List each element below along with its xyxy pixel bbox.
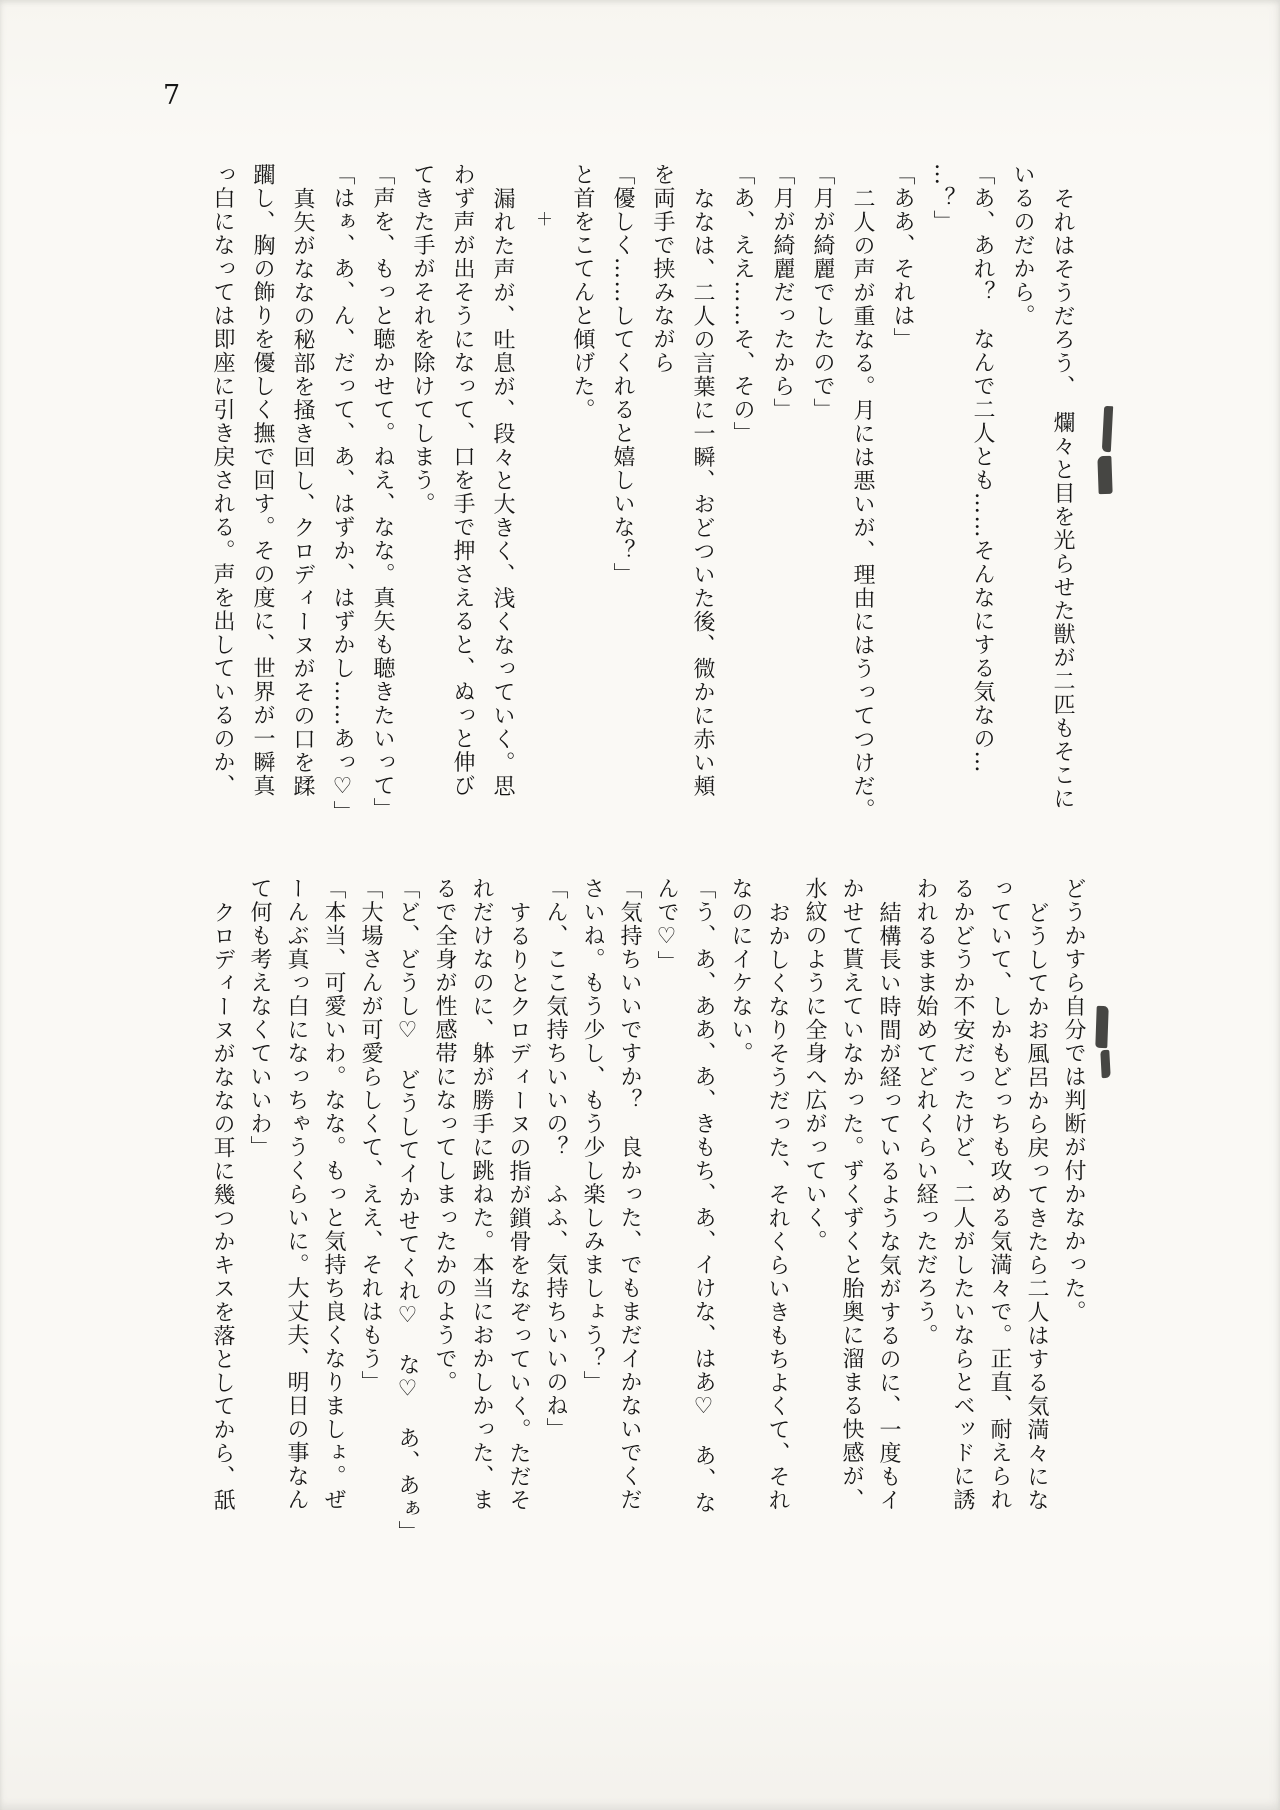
section-divider: ＋ xyxy=(532,210,552,229)
text-column: 「月が綺麗だったから」 xyxy=(770,163,795,422)
text-column: なのにイケない。 xyxy=(728,877,753,1065)
text-column: 「あ、あれ？ なんで二人とも……そんなにする気なの… xyxy=(970,163,995,774)
text-column: われるまま始めてどれくらい経っただろう。 xyxy=(913,877,938,1347)
text-column: 「大場さんが可愛らしくて、ええ、それはもう」 xyxy=(358,877,383,1394)
text-column: と首をこてんと傾げた。 xyxy=(570,163,595,422)
scan-artifact xyxy=(1100,1050,1110,1078)
text-column: 「優しく……してくれると嬉しいな？」 xyxy=(610,163,635,586)
text-column: れだけなのに、躰が勝手に跳ねた。本当におかしかった、ま xyxy=(469,877,494,1512)
text-column: を両手で挟みながら xyxy=(650,163,675,375)
text-column: っ白になっては即座に引き戻される。声を出しているのか、 xyxy=(210,163,235,798)
text-column: るで全身が性感帯になってしまったかのようで。 xyxy=(432,877,457,1394)
text-column: 「あ、ええ……そ、その」 xyxy=(730,163,755,445)
text-column: ななは、二人の言葉に一瞬、おどついた後、微かに赤い頬 xyxy=(690,186,715,798)
scan-artifact xyxy=(1095,1006,1108,1048)
text-column: クロディーヌがななの耳に幾つかキスを落としてから、舐 xyxy=(210,900,235,1512)
text-column: おかしくなりそうだった、それくらいきもちよくて、それ xyxy=(765,900,790,1512)
text-column: 結構長い時間が経っているような気がするのに、一度もイ xyxy=(876,900,901,1512)
text-column: 「う、あ、ああ、あ、きもち、あ、イけな、はあ♡ あ、な xyxy=(691,877,716,1515)
text-column: るかどうか不安だったけど、二人がしたいならとベッドに誘 xyxy=(950,877,975,1512)
text-column: いるのだから。 xyxy=(1010,163,1035,328)
text-column: 「はぁ、あ、ん、だって、あ、はずか、はずかし……あっ♡」 xyxy=(330,163,355,824)
text-column: て何も考えなくていいわ」 xyxy=(247,877,272,1159)
text-column: 「月が綺麗でしたので」 xyxy=(810,163,835,422)
text-column: 「本当、可愛いわ。なな。もっと気持ち良くなりましょ。ぜ xyxy=(321,877,346,1512)
text-block-bottom xyxy=(204,877,1092,1572)
text-column: 「ん、ここ気持ちいいの？ ふふ、気持ちいいのね」 xyxy=(543,877,568,1441)
text-column: 「ああ、それは」 xyxy=(890,163,915,351)
text-column: 漏れた声が、吐息が、段々と大きく、浅くなっていく。思 xyxy=(490,186,515,798)
text-column: 水紋のように全身へ広がっていく。 xyxy=(802,877,827,1253)
text-column: わず声が出そうになって、口を手で押さえると、ぬっと伸び xyxy=(450,163,475,798)
text-column: 「ど、どうし♡ どうしてイかせてくれ♡ な♡ あ、あぁ」 xyxy=(395,877,420,1544)
text-column: するりとクロディーヌの指が鎖骨をなぞっていく。ただそ xyxy=(506,900,531,1512)
text-column: さいね。もう少し、もう少し楽しみましょう？」 xyxy=(580,877,605,1394)
text-column: んで♡」 xyxy=(654,877,679,974)
scan-artifact xyxy=(1102,406,1113,452)
text-column: 「気持ちいいですか？ 良かった、でもまだイかないでくだ xyxy=(617,877,642,1512)
scan-artifact xyxy=(1097,456,1112,494)
text-block-top xyxy=(202,163,1082,833)
text-column: かせて貰えていなかった。ずくずくと胎奥に溜まる快感が、 xyxy=(839,877,864,1512)
text-column: 躙し、胸の飾りを優しく撫で回す。その度に、世界が一瞬真 xyxy=(250,163,275,798)
text-column: …？」 xyxy=(930,163,955,234)
page-number: 7 xyxy=(163,80,181,111)
text-column: てきた手がそれを除けてしまう。 xyxy=(410,163,435,516)
text-column: それはそうだろう、 爛々と目を光らせた獣が二匹もそこに xyxy=(1050,186,1075,810)
text-column: どうかすら自分では判断が付かなかった。 xyxy=(1061,877,1086,1324)
text-column: 「声を、もっと聴かせて。ねえ、なな。真矢も聴きたいって」 xyxy=(370,163,395,821)
text-column: っていて、しかもどっちも攻める気満々で。正直、耐えられ xyxy=(987,877,1012,1512)
text-column: 二人の声が重なる。月には悪いが、理由にはうってつけだ。 xyxy=(850,186,875,821)
text-column: どうしてかお風呂から戻ってきたら二人はする気満々にな xyxy=(1024,900,1049,1512)
text-column: ーんぶ真っ白になっちゃうくらいに。大丈夫、明日の事なん xyxy=(284,877,309,1512)
text-column: 真矢がななの秘部を掻き回し、クロディーヌがその口を蹂 xyxy=(290,186,315,798)
